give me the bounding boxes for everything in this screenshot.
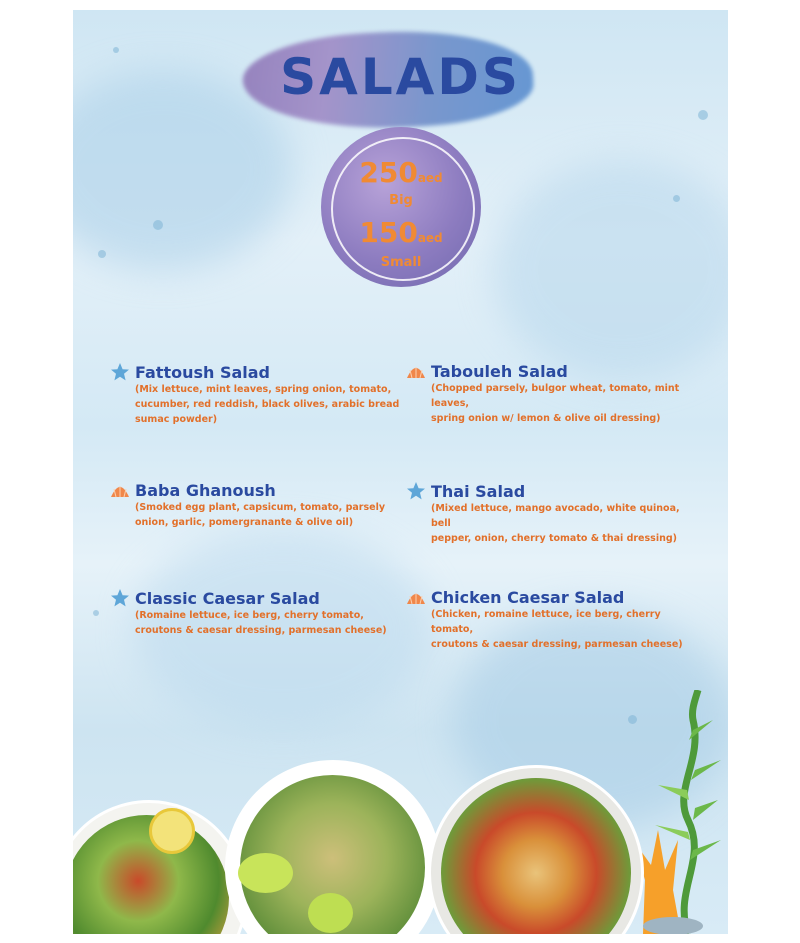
shell-icon bbox=[406, 590, 426, 606]
desc-line: (Chopped parsely, bulgor wheat, tomato, mint leaves, bbox=[431, 383, 680, 409]
menu-item-description bbox=[431, 501, 696, 546]
desc-line: (Mix lettuce, mint leaves, spring onion, tomato, bbox=[135, 384, 392, 395]
menu-item-description bbox=[135, 608, 400, 638]
star-icon bbox=[406, 481, 426, 501]
desc-line: onion, garlic, pomergranante & olive oil) bbox=[135, 517, 354, 528]
menu-item-name: Tabouleh Salad bbox=[431, 362, 568, 381]
paint-dot bbox=[98, 250, 106, 258]
desc-line: croutons & caesar dressing, parmesan cheese) bbox=[135, 625, 387, 636]
price-currency: aed bbox=[417, 171, 443, 185]
menu-item bbox=[110, 588, 400, 638]
shell-icon bbox=[110, 483, 130, 499]
menu-item-name: Chicken Caesar Salad bbox=[431, 588, 625, 607]
seaweed-coral-illustration bbox=[633, 690, 728, 934]
star-icon bbox=[110, 588, 130, 608]
fattoush-plate-image bbox=[73, 800, 247, 934]
page-title: SALADS bbox=[280, 48, 521, 106]
price-big bbox=[321, 156, 481, 189]
desc-line: cucumber, red reddish, black olives, arabic bread bbox=[135, 399, 400, 410]
menu-item-description bbox=[135, 500, 400, 530]
menu-item-name: Classic Caesar Salad bbox=[135, 588, 320, 608]
menu-item-description bbox=[135, 382, 400, 427]
desc-line: croutons & caesar dressing, parmesan cheese) bbox=[431, 639, 683, 650]
paint-dot bbox=[93, 610, 99, 616]
desc-line: (Mixed lettuce, mango avocado, white quinoa, bell bbox=[431, 503, 680, 529]
desc-line: (Romaine lettuce, ice berg, cherry tomato, bbox=[135, 610, 364, 621]
desc-line: sumac powder) bbox=[135, 414, 218, 425]
menu-item-description bbox=[431, 381, 696, 426]
price-amount: 250 bbox=[359, 156, 418, 189]
menu-page bbox=[73, 10, 728, 934]
star-icon bbox=[110, 362, 130, 382]
desc-line: spring onion w/ lemon & olive oil dressing) bbox=[431, 413, 661, 424]
desc-line: (Chicken, romaine lettuce, ice berg, cherry tomato, bbox=[431, 609, 661, 635]
menu-item bbox=[406, 588, 696, 652]
menu-item-name: Thai Salad bbox=[431, 481, 526, 501]
price-small bbox=[321, 216, 481, 249]
background-wash bbox=[493, 160, 728, 380]
paint-dot bbox=[673, 195, 680, 202]
shell-icon bbox=[406, 364, 426, 380]
menu-item bbox=[110, 481, 400, 530]
price-size-big: Big bbox=[389, 193, 413, 208]
price-amount: 150 bbox=[359, 216, 418, 249]
menu-item-name: Baba Ghanoush bbox=[135, 481, 276, 500]
menu-item-description bbox=[431, 607, 696, 652]
menu-item bbox=[406, 481, 696, 546]
tabouleh-plate-image bbox=[225, 760, 441, 934]
price-currency: aed bbox=[417, 231, 443, 245]
desc-line: (Smoked egg plant, capsicum, tomato, parsely bbox=[135, 502, 386, 513]
menu-item bbox=[110, 362, 400, 427]
paint-dot bbox=[153, 220, 163, 230]
menu-item-name: Fattoush Salad bbox=[135, 362, 271, 382]
price-size-small: Small bbox=[380, 255, 422, 270]
paint-dot bbox=[698, 110, 708, 120]
desc-line: pepper, onion, cherry tomato & thai dressing) bbox=[431, 533, 677, 544]
menu-item bbox=[406, 362, 696, 426]
